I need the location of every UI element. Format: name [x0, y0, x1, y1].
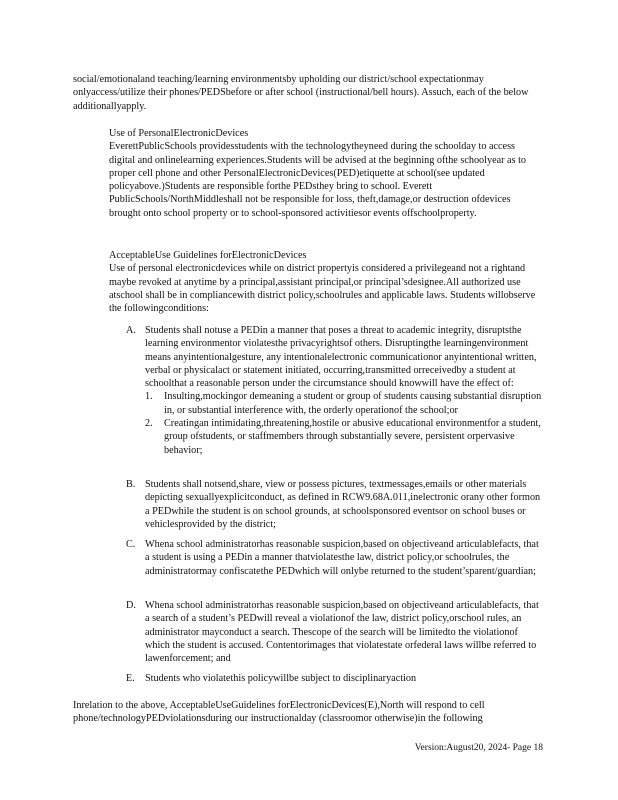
rule-text: Whena school administratorhas reasonable suspicion,based on objectiveand articulablefacts, that a student is using a PEDin a manner thatviolatesthe law, district policy,or schoolrules, the administratormay confiscatethe PEDwhich will onlybe returned to the student’sparent/guardian; [145, 539, 539, 577]
rule-text: Students who violatethis policywillbe subject to disciplinaryaction [145, 673, 417, 684]
page-footer: Version:August20, 2024- Page 18 [414, 743, 543, 753]
section-heading: AcceptableUse Guidelines forElectronicDevices [109, 250, 307, 261]
rule-item-d [126, 599, 544, 665]
list-marker: 1. [145, 391, 153, 403]
list-marker: D. [126, 600, 136, 611]
list-marker: C. [126, 539, 136, 550]
outro-paragraph: Inrelation to the above, AcceptableUseGuidelines forElectronicDevices(E),North will respond to cell phone/technologyPEDviolationsduring our instructionalday (classroomor otherwise)in the following [73, 700, 485, 725]
section-acceptable-use [109, 249, 543, 315]
intro-paragraph: social/emotionaland teaching/learning environmentsby upholding our district/school expectationmay onlyaccess/utilize their phones/PEDSbefore or after school (instructional/bell hours). Assuch, each of the below additionallyapply. [73, 74, 529, 112]
sub-item-text: Insulting,mockingor demeaning a student or group of students causing substantial disruption in, or substantial interference with, the orderly operationof the school;or [164, 391, 542, 416]
rule-text: Whena school administratorhas reasonable suspicion,based on objectiveand articulablefacts, that a search of a student’s PEDwill reveal a violationof the law, district policy,orschool rules, an administrator mayconduct a search. Thescope of the search will be limitedto the violationof which the student is accused. Contentorimages that violatestate orfederal laws willbe referred to lawenforcement; and [145, 600, 539, 665]
section-body: EverettPublicSchools providesstudents with the technologytheyneed during the schoolday to access digital and onlinelearning experiences.Students will be advised at the beginning ofthe schoolyear as to proper cell phone and other PersonalElectronicDevices(PED)etiquette at school(see updated policyabove.)Students are responsible forthe PEDsthey bring to school. Everett PublicSchools/NorthMiddleshall not be responsible for loss, theft,damage,or destruction ofdevices brought onto school property or to school-sponsored activitiesor events offschoolproperty. [109, 141, 527, 219]
sub-item-2 [145, 417, 544, 457]
section-body: Use of personal electronicdevices while on district propertyis considered a privilegeand not a rightand maybe revoked at anytime by a principal,assistant principal,or principal’sdesignee.All authorized use atschool shall be in compliancewith district policy,schoolrules and applicable laws. Students willobserve the followingconditions: [109, 263, 536, 315]
list-marker: 2. [145, 418, 153, 430]
rule-item-a [126, 324, 544, 457]
rule-item-c [126, 538, 544, 578]
section-heading: Use of PersonalElectronicDevices [109, 128, 249, 139]
sub-item-1 [145, 390, 544, 417]
rule-item-b [126, 478, 544, 531]
rule-text: Students shall notsend,share, view or possess pictures, textmessages,emails or other materials depicting sexuallyexplicitconduct, as defined in RCW9.68A.011,inelectronic orany other formon a PEDwhile the student is on school grounds, at schoolsponsored eventsor on school buses or vehiclesprovided by the district; [145, 479, 541, 530]
list-marker: E. [126, 673, 135, 684]
list-marker: A. [126, 325, 136, 336]
sub-item-text: Creatingan intimidating,threatening,hostile or abusive educational environmentfor a student, group ofstudents, or staffmembers through substantially severe, persistent orpervasive behavior; [164, 418, 541, 456]
rule-item-e [126, 672, 544, 685]
section-personal-electronic-devices [109, 127, 543, 220]
list-marker: B. [126, 479, 136, 490]
rule-text: Students shall notuse a PEDin a manner that poses a threat to academic integrity, disruptsthe learning environmentor violatesthe privacyrightsof others. Disruptingthe learningenvironment means anyintentionalgesture, any intentionalelectronic communicationor anyintentional written, verbal or physicalact or statement initiated, occurring,transmitted orreceivedby a student at schoolthat a reasonable person under the circumstance should knowwill have the effect of: [145, 325, 537, 390]
